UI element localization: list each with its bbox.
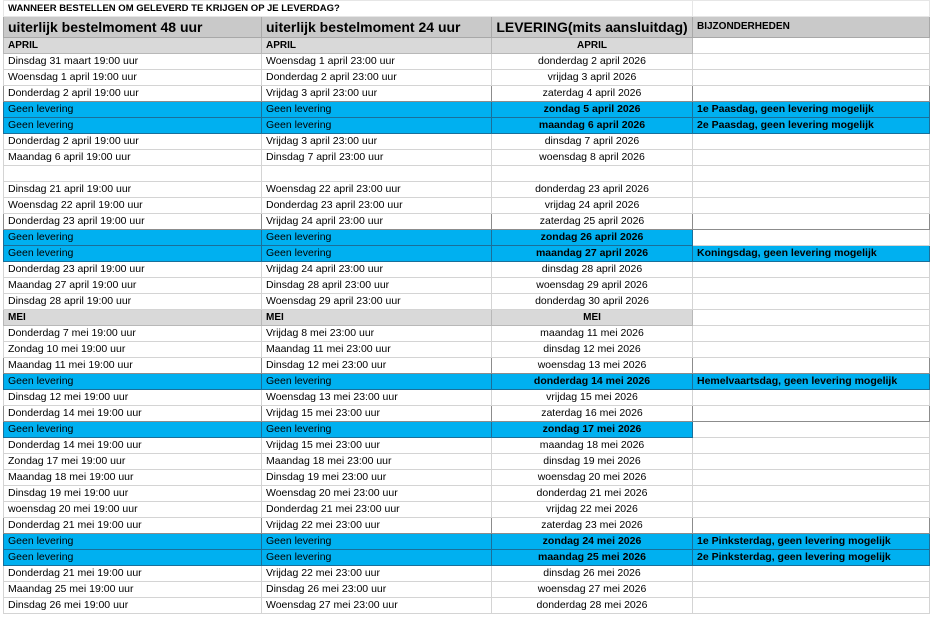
cell-delivery-date[interactable]: zondag 17 mei 2026 [492,422,693,438]
cell-order-24h[interactable]: Dinsdag 19 mei 23:00 uur [262,470,492,486]
cell-delivery-date[interactable]: woensdag 20 mei 2026 [492,470,693,486]
table-row [4,358,930,374]
cell-delivery-date[interactable]: zondag 5 april 2026 [492,102,693,118]
cell-order-48h[interactable]: Dinsdag 31 maart 19:00 uur [4,54,262,70]
cell-delivery-date[interactable]: zondag 26 april 2026 [492,230,693,246]
table-row [4,86,930,102]
cell-order-48h[interactable]: Dinsdag 26 mei 19:00 uur [4,598,262,614]
table-row [4,566,930,582]
cell-order-24h[interactable]: Geen levering [262,422,492,438]
table-row [4,486,930,502]
cell-order-48h[interactable]: Donderdag 14 mei 19:00 uur [4,406,262,422]
cell-order-24h[interactable]: Vrijdag 3 april 23:00 uur [262,86,492,102]
cell-delivery-date[interactable]: dinsdag 7 april 2026 [492,134,693,150]
cell-details[interactable] [693,150,930,166]
cell-delivery-date[interactable]: maandag 18 mei 2026 [492,438,693,454]
table-row [4,326,930,342]
cell-delivery-date[interactable]: donderdag 30 april 2026 [492,294,693,310]
delivery-schedule-table [3,0,930,614]
cell-order-24h[interactable]: Donderdag 21 mei 23:00 uur [262,502,492,518]
cell-order-48h[interactable]: Donderdag 2 april 19:00 uur [4,86,262,102]
cell-delivery-date[interactable]: dinsdag 26 mei 2026 [492,566,693,582]
cell-details[interactable]: 1e Pinksterdag, geen levering mogelijk [693,534,930,550]
cell-order-24h[interactable]: Woensdag 27 mei 23:00 uur [262,598,492,614]
cell-order-48h[interactable]: Geen levering [4,422,262,438]
table-row [4,278,930,294]
table-row [4,166,930,182]
cell-details[interactable]: Koningsdag, geen levering mogelijk [693,246,930,262]
cell-delivery-date[interactable] [492,166,693,182]
cell-order-48h[interactable]: Donderdag 7 mei 19:00 uur [4,326,262,342]
cell-delivery-date[interactable]: dinsdag 12 mei 2026 [492,342,693,358]
cell-details[interactable] [693,342,930,358]
cell-delivery-date[interactable]: vrijdag 3 april 2026 [492,70,693,86]
no-delivery-row [4,102,930,118]
cell-order-48h[interactable]: Zondag 10 mei 19:00 uur [4,342,262,358]
cell-order-48h[interactable]: Donderdag 14 mei 19:00 uur [4,438,262,454]
title-row-cell[interactable] [693,1,930,17]
cell-delivery-date[interactable]: maandag 6 april 2026 [492,118,693,134]
no-delivery-row [4,374,930,390]
month-row [4,310,930,326]
table-row [4,134,930,150]
cell-order-24h[interactable]: Geen levering [262,550,492,566]
header-cell-order-48h[interactable]: uiterlijk bestelmoment 48 uur [4,17,262,38]
cell-details[interactable] [693,422,930,438]
cell-order-48h[interactable]: Maandag 27 april 19:00 uur [4,278,262,294]
no-delivery-row [4,246,930,262]
title-row [4,1,930,17]
cell-delivery-date[interactable]: vrijdag 24 april 2026 [492,198,693,214]
cell-order-24h[interactable]: Dinsdag 7 april 23:00 uur [262,150,492,166]
cell-delivery-date[interactable]: woensdag 27 mei 2026 [492,582,693,598]
cell-details[interactable] [693,454,930,470]
cell-order-24h[interactable]: Maandag 18 mei 23:00 uur [262,454,492,470]
cell-details[interactable] [693,230,930,246]
cell-details[interactable] [693,134,930,150]
no-delivery-row [4,550,930,566]
cell-delivery-date[interactable]: vrijdag 15 mei 2026 [492,390,693,406]
cell-delivery-date[interactable]: zaterdag 16 mei 2026 [492,406,693,422]
no-delivery-row [4,230,930,246]
cell-details[interactable] [693,518,930,534]
cell-delivery-date[interactable]: donderdag 23 april 2026 [492,182,693,198]
cell-order-24h[interactable]: Vrijdag 15 mei 23:00 uur [262,438,492,454]
cell-order-48h[interactable]: Geen levering [4,374,262,390]
cell-order-48h[interactable]: Zondag 17 mei 19:00 uur [4,454,262,470]
cell-order-48h[interactable]: Maandag 25 mei 19:00 uur [4,582,262,598]
cell-delivery-date[interactable]: donderdag 14 mei 2026 [492,374,693,390]
cell-details[interactable] [693,438,930,454]
cell-details[interactable] [693,582,930,598]
cell-order-24h[interactable]: Geen levering [262,102,492,118]
table-row [4,390,930,406]
cell-order-48h[interactable]: Geen levering [4,118,262,134]
cell-order-24h[interactable] [262,166,492,182]
cell-order-48h[interactable]: Geen levering [4,102,262,118]
cell-order-24h[interactable]: Vrijdag 3 april 23:00 uur [262,134,492,150]
cell-order-24h[interactable]: Vrijdag 22 mei 23:00 uur [262,518,492,534]
cell-details[interactable] [693,310,930,326]
table-row [4,470,930,486]
cell-order-48h[interactable]: Maandag 6 april 19:00 uur [4,150,262,166]
cell-delivery-date[interactable]: maandag 25 mei 2026 [492,550,693,566]
table-row [4,150,930,166]
cell-details[interactable] [693,54,930,70]
table-row [4,198,930,214]
cell-details[interactable] [693,566,930,582]
cell-order-48h[interactable]: Woensdag 1 april 19:00 uur [4,70,262,86]
cell-order-24h[interactable]: Woensdag 20 mei 23:00 uur [262,486,492,502]
cell-delivery-date[interactable]: donderdag 28 mei 2026 [492,598,693,614]
cell-order-24h[interactable]: Vrijdag 22 mei 23:00 uur [262,566,492,582]
cell-order-48h[interactable]: Dinsdag 21 april 19:00 uur [4,182,262,198]
cell-delivery-date[interactable]: woensdag 29 april 2026 [492,278,693,294]
cell-order-48h[interactable]: Geen levering [4,246,262,262]
cell-details[interactable] [693,502,930,518]
month-row [4,38,930,54]
cell-order-24h[interactable]: Dinsdag 26 mei 23:00 uur [262,582,492,598]
cell-details[interactable] [693,470,930,486]
cell-order-48h[interactable]: Dinsdag 19 mei 19:00 uur [4,486,262,502]
cell-order-24h[interactable]: Maandag 11 mei 23:00 uur [262,342,492,358]
header-cell-delivery[interactable]: LEVERING(mits aansluitdag) [492,17,693,38]
cell-details[interactable]: Hemelvaartsdag, geen levering mogelijk [693,374,930,390]
cell-order-24h[interactable]: MEI [262,310,492,326]
cell-details[interactable] [693,86,930,102]
cell-order-48h[interactable]: Woensdag 22 april 19:00 uur [4,198,262,214]
cell-order-24h[interactable]: Vrijdag 24 april 23:00 uur [262,262,492,278]
table-row [4,262,930,278]
no-delivery-row [4,422,930,438]
cell-order-24h[interactable]: Woensdag 22 april 23:00 uur [262,182,492,198]
cell-delivery-date[interactable]: woensdag 13 mei 2026 [492,358,693,374]
cell-details[interactable] [693,38,930,54]
table-row [4,214,930,230]
cell-details[interactable]: 2e Pinksterdag, geen levering mogelijk [693,550,930,566]
cell-delivery-date[interactable]: zondag 24 mei 2026 [492,534,693,550]
cell-order-48h[interactable]: Donderdag 21 mei 19:00 uur [4,566,262,582]
table-row [4,342,930,358]
cell-order-48h[interactable]: Maandag 18 mei 19:00 uur [4,470,262,486]
cell-delivery-date[interactable]: maandag 27 april 2026 [492,246,693,262]
cell-details[interactable] [693,294,930,310]
sheet-title[interactable]: WANNEER BESTELLEN OM GELEVERD TE KRIJGEN OP JE LEVERDAG? [4,1,492,17]
cell-order-24h[interactable]: Woensdag 13 mei 23:00 uur [262,390,492,406]
cell-details[interactable] [693,214,930,230]
cell-order-24h[interactable]: Geen levering [262,374,492,390]
table-row [4,518,930,534]
cell-details[interactable] [693,486,930,502]
table-row [4,294,930,310]
cell-delivery-date[interactable]: zaterdag 25 april 2026 [492,214,693,230]
cell-details[interactable]: 1e Paasdag, geen levering mogelijk [693,102,930,118]
cell-order-48h[interactable]: MEI [4,310,262,326]
table-row [4,70,930,86]
cell-order-24h[interactable]: Woensdag 29 april 23:00 uur [262,294,492,310]
table-row [4,438,930,454]
cell-order-48h[interactable]: Maandag 11 mei 19:00 uur [4,358,262,374]
cell-details[interactable] [693,198,930,214]
table-row [4,454,930,470]
cell-details[interactable] [693,166,930,182]
cell-details[interactable] [693,390,930,406]
table-row [4,502,930,518]
cell-order-24h[interactable]: Dinsdag 12 mei 23:00 uur [262,358,492,374]
title-row-cell[interactable] [492,1,693,17]
cell-details[interactable] [693,598,930,614]
table-row [4,582,930,598]
cell-order-48h[interactable]: Donderdag 21 mei 19:00 uur [4,518,262,534]
header-cell-order-24h[interactable]: uiterlijk bestelmoment 24 uur [262,17,492,38]
cell-delivery-date[interactable]: woensdag 8 april 2026 [492,150,693,166]
cell-delivery-date[interactable]: zaterdag 23 mei 2026 [492,518,693,534]
cell-delivery-date[interactable]: donderdag 21 mei 2026 [492,486,693,502]
cell-delivery-date[interactable]: dinsdag 19 mei 2026 [492,454,693,470]
cell-delivery-date[interactable]: MEI [492,310,693,326]
cell-order-24h[interactable]: Vrijdag 15 mei 23:00 uur [262,406,492,422]
table-row [4,406,930,422]
cell-delivery-date[interactable]: maandag 11 mei 2026 [492,326,693,342]
cell-order-48h[interactable]: Geen levering [4,230,262,246]
cell-order-24h[interactable]: Woensdag 1 april 23:00 uur [262,54,492,70]
cell-order-24h[interactable]: Donderdag 2 april 23:00 uur [262,70,492,86]
cell-order-24h[interactable]: APRIL [262,38,492,54]
cell-order-24h[interactable]: Geen levering [262,118,492,134]
cell-order-24h[interactable]: Dinsdag 28 april 23:00 uur [262,278,492,294]
header-row [4,17,930,38]
no-delivery-row [4,534,930,550]
cell-details[interactable] [693,182,930,198]
cell-order-48h[interactable]: Donderdag 23 april 19:00 uur [4,214,262,230]
cell-order-48h[interactable] [4,166,262,182]
cell-delivery-date[interactable]: zaterdag 4 april 2026 [492,86,693,102]
cell-details[interactable] [693,358,930,374]
cell-delivery-date[interactable]: dinsdag 28 april 2026 [492,262,693,278]
cell-delivery-date[interactable]: donderdag 2 april 2026 [492,54,693,70]
table-row [4,182,930,198]
cell-order-24h[interactable]: Geen levering [262,534,492,550]
cell-order-48h[interactable]: Geen levering [4,550,262,566]
cell-details[interactable] [693,406,930,422]
cell-order-24h[interactable]: Donderdag 23 april 23:00 uur [262,198,492,214]
cell-order-48h[interactable]: Dinsdag 28 april 19:00 uur [4,294,262,310]
cell-order-48h[interactable]: woensdag 20 mei 19:00 uur [4,502,262,518]
cell-order-24h[interactable]: Vrijdag 24 april 23:00 uur [262,214,492,230]
cell-order-48h[interactable]: Dinsdag 12 mei 19:00 uur [4,390,262,406]
header-cell-details[interactable]: BIJZONDERHEDEN [693,17,930,38]
cell-order-48h[interactable]: Geen levering [4,534,262,550]
cell-order-48h[interactable]: Donderdag 23 april 19:00 uur [4,262,262,278]
no-delivery-row [4,118,930,134]
cell-delivery-date[interactable]: APRIL [492,38,693,54]
cell-details[interactable] [693,262,930,278]
cell-details[interactable] [693,70,930,86]
table-row [4,598,930,614]
cell-details[interactable] [693,278,930,294]
cell-details[interactable]: 2e Paasdag, geen levering mogelijk [693,118,930,134]
cell-order-48h[interactable]: Donderdag 2 april 19:00 uur [4,134,262,150]
cell-order-24h[interactable]: Vrijdag 8 mei 23:00 uur [262,326,492,342]
cell-order-24h[interactable]: Geen levering [262,230,492,246]
cell-delivery-date[interactable]: vrijdag 22 mei 2026 [492,502,693,518]
cell-order-24h[interactable]: Geen levering [262,246,492,262]
cell-details[interactable] [693,326,930,342]
cell-order-48h[interactable]: APRIL [4,38,262,54]
table-row [4,54,930,70]
